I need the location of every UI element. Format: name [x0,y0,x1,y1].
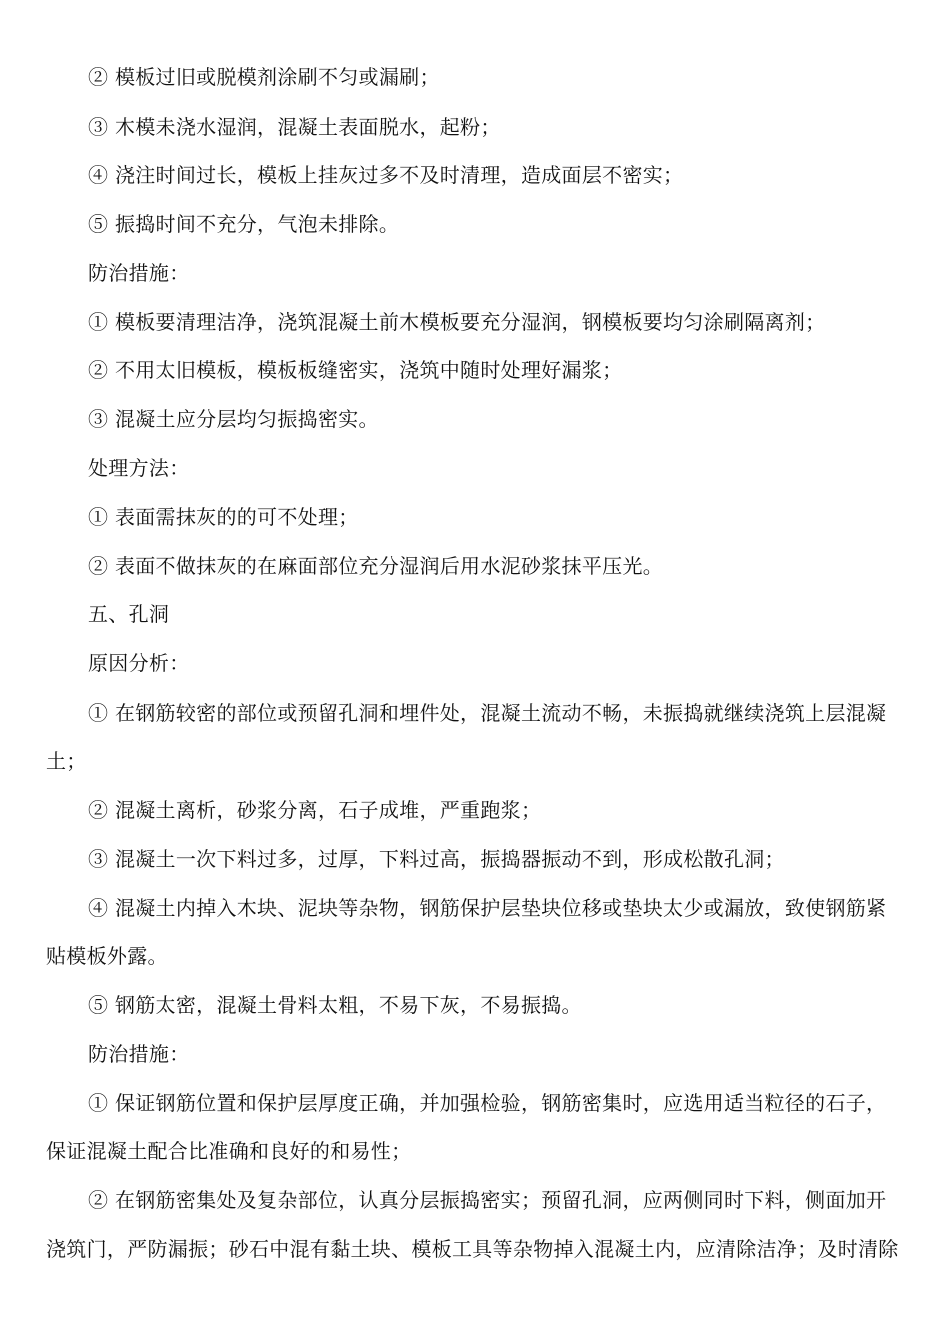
list-item-3-wood-mold-dry: ③ 木模未浇水湿润，混凝土表面脱水，起粉； [88,115,501,139]
cause-item-1-continued: 土； [46,749,87,773]
prevention2-item-2: ② 在钢筋密集处及复杂部位，认真分层振捣密实；预留孔洞，应两侧同时下料，侧面加开 [88,1188,887,1212]
section-heading-treatment: 处理方法： [88,456,190,480]
treatment-item-1: ① 表面需抹灰的的可不处理； [88,505,359,529]
prevention2-item-2-continued: 浇筑门，严防漏振；砂石中混有黏土块、模板工具等杂物掉入混凝土内，应清除洁净；及时清除 [46,1237,899,1261]
section-heading-prevention-2: 防治措施： [88,1042,190,1066]
cause-item-3: ③ 混凝土一次下料过多，过厚，下料过高，振捣器振动不到，形成松散孔洞； [88,847,785,871]
prevention2-item-1: ① 保证钢筋位置和保护层厚度正确，并加强检验，钢筋密集时，应选用适当粒径的石子， [88,1091,887,1115]
prevention-item-3: ③ 混凝土应分层均匀振捣密实。 [88,407,379,431]
prevention-item-1: ① 模板要清理洁净，浇筑混凝土前木模板要充分湿润，钢模板要均匀涂刷隔离剂； [88,310,826,334]
cause-item-2: ② 混凝土离析，砂浆分离，石子成堆，严重跑浆； [88,798,542,822]
treatment-item-2: ② 表面不做抹灰的在麻面部位充分湿润后用水泥砂浆抹平压光。 [88,554,664,578]
section-heading-causes: 原因分析： [88,651,190,675]
cause-item-4: ④ 混凝土内掉入木块、泥块等杂物，钢筋保护层垫块位移或垫块太少或漏放，致使钢筋紧 [88,896,887,920]
section-title-holes: 五、孔洞 [88,602,170,626]
section-heading-prevention: 防治措施： [88,261,190,285]
list-item-2-old-formwork: ② 模板过旧或脱模剂涂刷不匀或漏刷； [88,65,440,89]
cause-item-4-continued: 贴模板外露。 [46,944,168,968]
list-item-5-vibration: ⑤ 振捣时间不充分，气泡未排除。 [88,212,400,236]
list-item-4-pour-time: ④ 浇注时间过长，模板上挂灰过多不及时清理，造成面层不密实； [88,163,684,187]
cause-item-5: ⑤ 钢筋太密，混凝土骨料太粗，不易下灰，不易振捣。 [88,993,582,1017]
cause-item-1: ① 在钢筋较密的部位或预留孔洞和埋件处，混凝土流动不畅，未振捣就继续浇筑上层混凝 [88,701,887,725]
prevention2-item-1-continued: 保证混凝土配合比准确和良好的和易性； [46,1139,412,1163]
prevention-item-2: ② 不用太旧模板，模板板缝密实，浇筑中随时处理好漏浆； [88,358,623,382]
